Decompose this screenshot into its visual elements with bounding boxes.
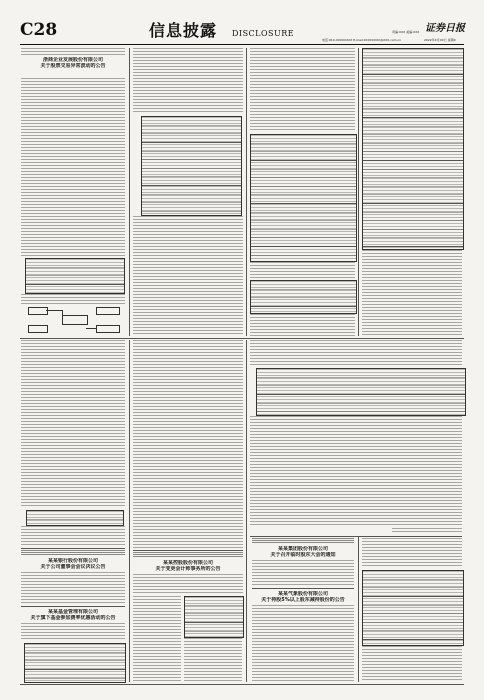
data-table — [250, 134, 357, 262]
flow-box — [96, 307, 120, 315]
page-bottom-rule — [20, 684, 464, 685]
notice-rule — [250, 536, 462, 537]
body-text — [21, 78, 125, 256]
section-title-en: DISCLOSURE — [232, 29, 295, 38]
flow-box — [62, 315, 88, 325]
body-text — [362, 538, 462, 568]
body-text — [362, 646, 462, 682]
body-text — [252, 560, 354, 586]
editor-line: 责编:XXX 美编:XXX — [392, 30, 420, 34]
notice-subtitle: 关于持股5%以上股东减持股份的公告 — [261, 597, 345, 603]
column-rule — [246, 340, 247, 682]
body-text — [250, 48, 355, 132]
body-text — [250, 340, 462, 366]
body-text — [250, 314, 355, 336]
section-rule — [20, 338, 464, 339]
data-table — [184, 596, 244, 638]
contact-line: 电话:010-XXXXXXXX E-mail:XXXXXXXX@XXX.com.cn — [322, 38, 402, 42]
body-text — [133, 596, 181, 682]
body-text — [133, 574, 243, 594]
notice-rule — [252, 588, 354, 589]
body-text — [362, 250, 462, 336]
date-line: 2022年X月XX日 星期X — [424, 38, 456, 42]
body-text — [184, 638, 242, 682]
notice-header-text — [252, 538, 354, 544]
notice-rule — [133, 550, 243, 551]
notice-header-text — [133, 552, 243, 558]
body-text — [252, 605, 354, 682]
notice-header-text — [21, 48, 125, 56]
notice-title: 某某银行股份有限公司 — [47, 558, 98, 564]
body-text — [21, 526, 125, 546]
data-table — [256, 368, 466, 416]
data-table — [362, 48, 464, 250]
body-text — [21, 572, 125, 604]
notice-title: 某某基金管理有限公司 — [47, 609, 98, 615]
flow-box — [96, 325, 120, 333]
notice-header-text — [21, 550, 125, 556]
brand-logo: 证券日报 — [425, 23, 465, 34]
body-text — [133, 48, 243, 114]
column-rule — [358, 536, 359, 682]
body-text — [21, 294, 125, 304]
notice-rule — [21, 548, 125, 549]
notice-title: 某某控股股份有限公司 — [162, 560, 213, 566]
data-table — [24, 643, 126, 683]
notice-title: 某某气象股份有限公司 — [277, 591, 328, 597]
column-rule — [129, 48, 130, 336]
notice-subtitle: 关于公司董事会会议决议公告 — [40, 564, 106, 570]
notice-rule — [21, 606, 125, 607]
data-table — [362, 570, 464, 646]
notice-subtitle: 关于股票交易异常波动的公告 — [40, 63, 106, 69]
flow-box — [28, 307, 48, 315]
column-rule — [246, 48, 247, 336]
data-table — [26, 510, 124, 526]
flowchart — [24, 305, 124, 335]
body-text — [250, 416, 462, 526]
data-table — [250, 280, 357, 314]
body-text — [250, 262, 355, 278]
page-code: C28 — [20, 20, 58, 40]
column-rule — [358, 48, 359, 336]
signature-text — [392, 528, 462, 534]
body-text — [133, 340, 243, 548]
body-text — [133, 216, 243, 336]
notice-subtitle: 关于召开临时股东大会的通知 — [270, 552, 336, 558]
flow-arrow — [46, 310, 63, 320]
notice-subtitle: 关于旗下基金参加费率优惠活动的公告 — [30, 615, 116, 621]
notice-subtitle: 关于变更会计师事务所的公告 — [155, 566, 221, 572]
section-title-cn: 信息披露 — [149, 21, 218, 40]
body-text — [21, 623, 125, 641]
data-table — [25, 258, 125, 294]
notice-title: 某某集团股份有限公司 — [277, 546, 328, 552]
notice-title: 浙商企业发展股份有限公司 — [42, 57, 103, 63]
flow-box — [28, 325, 48, 333]
flow-arrow — [86, 319, 96, 329]
column-rule — [129, 340, 130, 682]
data-table — [141, 116, 242, 216]
body-text — [21, 340, 125, 508]
